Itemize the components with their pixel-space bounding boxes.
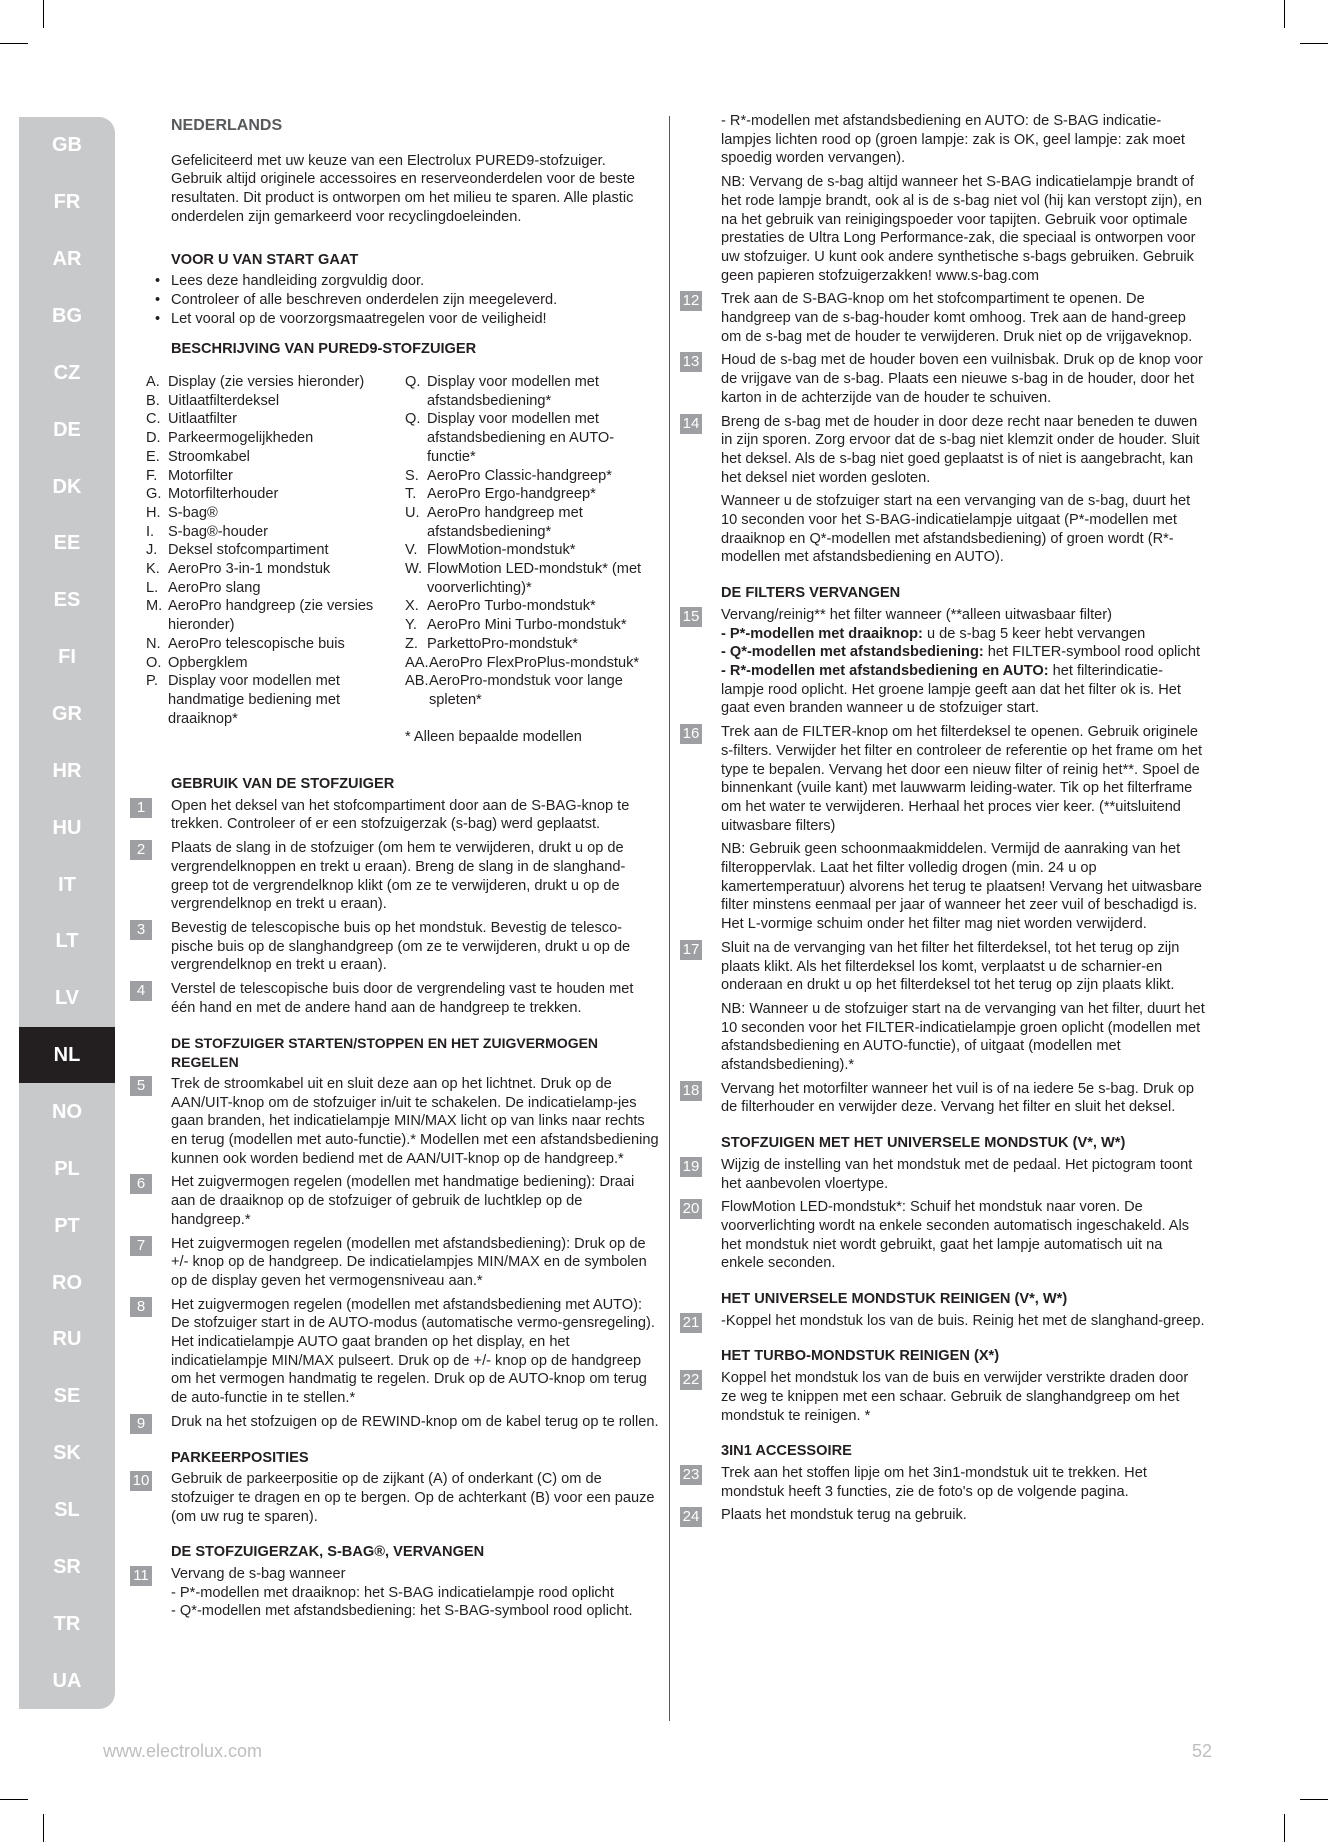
bullet-item: • Lees deze handleiding zorgvuldig door.	[143, 272, 660, 291]
part-label: Uitlaatfilterdeksel	[168, 392, 280, 409]
part-item	[146, 392, 391, 411]
step-4	[130, 980, 660, 1017]
part-item	[146, 523, 391, 542]
language-tab-dk[interactable]: DK	[52, 475, 82, 498]
step-text: Wijzig de instelling van het mondstuk met de pedaal. Het pictogram toont het aanbevolen vloertype.	[721, 1156, 1193, 1192]
part-label: Motorfilter	[168, 467, 233, 484]
bag-steps-right	[680, 290, 1205, 487]
part-letter: S.	[405, 467, 419, 484]
part-label: S-bag®-houder	[168, 523, 268, 540]
part-item	[146, 448, 391, 467]
crop-mark	[0, 43, 28, 44]
part-letter: Z.	[405, 635, 418, 652]
step-text: Het zuigvermogen regelen (modellen met afstandsbediening): Druk op de +/- knop op de handgreep. De indicatielampjes MIN/MAX en de symbolen op de display geven het vermogensniveau aan.*	[171, 1235, 647, 1289]
part-label: AeroPro-mondstuk voor lange spleten*	[429, 673, 623, 708]
step-23	[680, 1464, 1205, 1501]
step-21	[680, 1312, 1205, 1331]
part-letter: C.	[146, 411, 161, 428]
language-tab-no[interactable]: NO	[52, 1101, 82, 1123]
part-label: S-bag®	[168, 504, 218, 521]
part-label: Uitlaatfilter	[168, 411, 237, 428]
part-label: AeroPro Mini Turbo-mondstuk*	[427, 617, 627, 634]
part-item	[146, 541, 391, 560]
language-tab-hu[interactable]: HU	[52, 816, 82, 839]
language-tab-sl[interactable]: SL	[54, 1499, 80, 1521]
bullet-item: • Controleer of alle beschreven onderdelen zijn meegeleverd.	[143, 291, 660, 310]
part-item	[405, 597, 650, 616]
language-tab-it[interactable]: IT	[58, 873, 76, 896]
part-label: AeroPro handgreep (zie versies hieronder)	[168, 598, 374, 634]
step-text: Verstel de telescopische buis door de vergrendeling vast te houden met één hand en met de andere hand aan de handgreep te trekken.	[171, 981, 634, 1016]
part-item	[146, 373, 391, 392]
part-label: Stroomkabel	[168, 448, 250, 465]
section-heading-start: DE STOFZUIGER STARTEN/STOPPEN EN HET ZUIGVERMOGEN REGELEN	[171, 1035, 599, 1071]
part-item	[405, 541, 650, 560]
bag-steps	[130, 1565, 660, 1621]
step-number: 18	[680, 1081, 702, 1101]
part-item	[146, 410, 391, 429]
intro-text: Gefeliciteerd met uw keuze van een Electrolux PURED9-stofzuiger. Gebruik altijd originele accessoires en reserveonderdelen voor de beste resultaten. Dit product is ontworpen om het milieu te sparen. Alle plastic onderdelen zijn gemarkeerd voor recyclingdoeleinden.	[171, 152, 636, 225]
step-text: Trek aan de FILTER-knop om het filterdeksel te openen. Gebruik originele s-filters. Verwijder het filter en controleer de referentie op het frame om het type te bepalen. Vervang het door een nieuw filter of reinig het**. Spoel de binnenkant (vuile kant) met lauwwarm leiding-water. Tik op het filterframe om het water te verwijderen. Herhaal het proces vier keer. (**uitsluitend uitwasbare filters)	[721, 724, 1203, 834]
step-text: Gebruik de parkeerpositie op de zijkant (A) of onderkant (C) om de stofzuiger te dragen en op te bergen. Op de achterkant (B) voor een pauze (om uw rug te sparen).	[171, 1471, 655, 1525]
section-heading-use: GEBRUIK VAN DE STOFZUIGER	[171, 776, 395, 793]
part-letter: AB.	[405, 673, 429, 690]
part-label: AeroPro slang	[168, 579, 261, 596]
part-letter: U.	[405, 504, 420, 521]
step-text: Vervang het motorfilter wanneer het vuil is of na iedere 5e s-bag. Druk op de filterhouder en verwijder deze. Vervang het filter en sluit het deksel.	[721, 1080, 1194, 1116]
step-number: 6	[130, 1174, 152, 1194]
part-label: Display voor modellen met handmatige bediening met draaiknop*	[168, 673, 341, 727]
step-number: 10	[130, 1471, 152, 1491]
step-number: 23	[680, 1465, 702, 1485]
step-number: 8	[130, 1297, 152, 1317]
part-label: FlowMotion-mondstuk*	[427, 542, 576, 559]
park-steps	[130, 1470, 660, 1526]
step-14	[680, 413, 1205, 488]
step-18	[680, 1080, 1205, 1117]
step-15-q-text: het FILTER-symbool rood oplicht	[983, 644, 1201, 661]
language-tab-pl[interactable]: PL	[54, 1157, 80, 1180]
part-item	[146, 504, 391, 523]
step-number: 16	[680, 724, 702, 744]
parts-footnote: * Alleen bepaalde modellen	[405, 728, 582, 745]
part-item	[405, 373, 650, 410]
step-number: 22	[680, 1370, 702, 1390]
part-item	[405, 410, 650, 466]
part-item	[405, 560, 650, 597]
part-letter: X.	[405, 598, 419, 615]
bag-note-2: Wanneer u de stofzuiger start na een vervanging van de s-bag, duurt het 10 seconden voor het S-BAG-indicatielampje uitgaat (P*-modellen met draaiknop en Q*-modellen met afstandsbediening) of groen wordt (R*-modellen met afstandsbediening en AUTO).	[721, 493, 1191, 566]
part-label: Deksel stofcompartiment	[168, 542, 329, 559]
part-item	[146, 597, 391, 634]
language-tab-ro[interactable]: RO	[52, 1271, 82, 1294]
step-17	[680, 939, 1205, 995]
section-heading-clean: HET UNIVERSELE MONDSTUK REINIGEN (V*, W*)	[721, 1291, 1068, 1308]
step-number: 14	[680, 414, 702, 434]
language-tab-nl[interactable]: NL	[19, 1027, 115, 1083]
part-label: Parkeermogelijkheden	[168, 430, 314, 447]
part-label: Display voor modellen met afstandsbediening*	[427, 374, 599, 409]
part-letter: T.	[405, 486, 417, 503]
language-tab-tr[interactable]: TR	[53, 1612, 81, 1635]
part-item	[146, 467, 391, 486]
step-15-r-label: - R*-modellen met afstandsbediening en AUTO:	[721, 662, 1049, 679]
part-letter: O.	[146, 654, 162, 671]
part-item	[405, 504, 650, 541]
parts-column-b	[405, 373, 650, 746]
section-heading-filters: DE FILTERS VERVANGEN	[721, 585, 901, 602]
step-text: -Koppel het mondstuk los van de buis. Reinig het met de slanghand-greep.	[721, 1312, 1205, 1329]
step-text: Sluit na de vervanging van het filter het filterdeksel, tot het terug op zijn plaats klikt. Als het filterdeksel los komt, verplaatst u de scharnier-en onderaan en drukt u op het filterdeksel tot het terug op zijn plaats klikt.	[721, 939, 1180, 994]
parts-list	[130, 373, 660, 763]
step-number: 20	[680, 1199, 702, 1219]
crop-mark	[43, 0, 44, 28]
language-tab-lv[interactable]: LV	[54, 987, 80, 1010]
part-label: AeroPro telescopische buis	[168, 635, 345, 652]
step-text: Breng de s-bag met de houder in door deze recht naar beneden te duwen in zijn sporen. Zorg ervoor dat de s-bag niet klemzit onder de houder. Sluit het deksel. Als de s-bag niet goed geplaatst is of niet is aangebracht, kan het deksel niet worden gesloten.	[721, 413, 1200, 486]
part-letter: D.	[146, 430, 161, 447]
part-item	[146, 429, 391, 448]
parts-column-a	[146, 373, 391, 728]
language-tab-de[interactable]: DE	[53, 418, 81, 441]
step-text: Bevestig de telescopische buis op het mondstuk. Bevestig de telesco-pische buis op de slanghandgreep (om ze te verwijderen, drukt u op de vergrendelknop en trekt u eraan).	[171, 919, 631, 974]
step-19	[680, 1156, 1205, 1193]
accessory-steps	[680, 1464, 1205, 1525]
crop-mark	[1284, 0, 1285, 28]
language-tab-es[interactable]: ES	[53, 589, 81, 612]
page-title: NEDERLANDS	[171, 117, 283, 134]
step-24	[680, 1506, 1205, 1525]
part-item	[405, 672, 650, 709]
part-item	[405, 616, 650, 635]
part-letter: A.	[146, 374, 160, 391]
language-tab-fr[interactable]: FR	[53, 191, 81, 214]
step-3	[130, 919, 660, 975]
step-number: 17	[680, 940, 702, 960]
part-letter: K.	[146, 561, 160, 578]
step-number: 9	[130, 1414, 152, 1434]
part-letter: J.	[146, 542, 158, 559]
step-13	[680, 351, 1205, 407]
language-tab-se[interactable]: SE	[53, 1385, 81, 1408]
step-20	[680, 1198, 1205, 1273]
step-8	[130, 1296, 660, 1408]
part-label: FlowMotion LED-mondstuk* (met voorverlichting)*	[427, 561, 642, 596]
step-text: Trek aan het stoffen lipje om het 3in1-mondstuk uit te trekken. Het mondstuk heeft 3 functies, zie de foto's op de volgende pagina.	[721, 1465, 1147, 1500]
filter-note-2: NB: Wanneer u de stofzuiger start na de vervanging van het filter, duurt het 10 seconden voor het FILTER-indicatielampje groen oplicht (modellen met afstandsbediening en AUTO-functie), of uitgaat (modellen met afstandsbediening).*	[721, 1000, 1205, 1074]
step-22	[680, 1369, 1205, 1425]
step-text: Plaats het mondstuk terug na gebruik.	[721, 1507, 967, 1524]
part-item	[146, 654, 391, 673]
language-tab-gb[interactable]: GB	[52, 134, 82, 157]
crop-mark	[1300, 1799, 1328, 1800]
part-letter: M.	[146, 598, 163, 615]
part-letter: F.	[146, 467, 158, 484]
language-tab-lt[interactable]: LT	[55, 930, 79, 953]
part-letter: I.	[146, 523, 155, 540]
language-tab-sk[interactable]: SK	[53, 1442, 81, 1465]
universal-steps	[680, 1156, 1205, 1273]
language-sidebar	[19, 117, 115, 1709]
step-6	[130, 1173, 660, 1229]
step-number: 3	[130, 920, 152, 940]
step-number: 5	[130, 1076, 152, 1096]
part-label: ParkettoPro-mondstuk*	[427, 635, 578, 652]
language-tab-gr[interactable]: GR	[52, 703, 82, 725]
section-heading-park: PARKEERPOSITIES	[171, 1449, 309, 1466]
step-9	[130, 1413, 660, 1432]
footer-url[interactable]: www.electrolux.com	[103, 1741, 263, 1761]
part-label: AeroPro 3-in-1 mondstuk	[168, 561, 331, 578]
step-number: 7	[130, 1236, 152, 1256]
step-text: Het zuigvermogen regelen (modellen met handmatige bediening): Draai aan de draaiknop op de stofzuiger of gebruik de luchtklep op de handgreep.*	[171, 1174, 635, 1228]
language-tab-ar[interactable]: AR	[52, 248, 82, 271]
part-item	[405, 654, 650, 673]
start-steps	[130, 1075, 660, 1432]
step-5	[130, 1075, 660, 1169]
part-letter: Q.	[405, 374, 421, 391]
step-15	[680, 606, 1205, 718]
language-tab-ee[interactable]: EE	[53, 532, 81, 555]
step-number: 15	[680, 607, 702, 627]
bag-note: NB: Vervang de s-bag altijd wanneer het S-BAG indicatielampje brandt of het rode lampje brandt, ook al is de s-bag niet vol (hij kan verstopt zijn), en na het gebruik van reinigingspoeder voor tapijten. Gebruik voor optimale prestaties de Ultra Long Performance-zak, die speciaal is ontworpen voor uw stofzuiger. U kunt ook andere synthetische s-bags gebruiken. Gebruik geen papieren stofzuigerzakken! www.s-bag.com	[721, 174, 1203, 284]
step-text: Druk na het stofzuigen op de REWIND-knop om de kabel terug op te rollen.	[171, 1413, 659, 1430]
page-number: 52	[1192, 1741, 1213, 1761]
part-letter: V.	[405, 542, 418, 559]
step-15-p-text: u de s-bag 5 keer hebt vervangen	[922, 625, 1146, 642]
step-text: Open het deksel van het stofcompartiment door aan de S-BAG-knop te trekken. Controleer of er een stofzuigerzak (s-bag) werd geplaatst.	[171, 797, 630, 833]
part-letter: P.	[146, 673, 158, 690]
part-label: AeroPro handgreep met afstandsbediening*	[427, 504, 583, 540]
before-list	[130, 272, 660, 328]
crop-mark	[1300, 43, 1328, 44]
step-11	[130, 1565, 660, 1621]
step-text: Trek aan de S-BAG-knop om het stofcompartiment te openen. De handgreep van de s-bag-houder komt omhoog. Trek aan de hand-greep om de s-bag met de houder te verwijderen. Druk niet op de vrijgaveknop.	[721, 291, 1193, 345]
section-heading-description: BESCHRIJVING VAN PURED9-STOFZUIGER	[171, 341, 477, 358]
language-tab-fi[interactable]: FI	[58, 646, 76, 669]
bag-continued: - R*-modellen met afstandsbediening en AUTO: de S-BAG indicatie-lampjes lichten rood op (groen lampje: zak is OK, geel lampje: zak moet spoedig worden vervangen).	[721, 113, 1185, 167]
part-letter: Q.	[405, 411, 421, 428]
section-heading-bag: DE STOFZUIGERZAK, S-BAG®, VERVANGEN	[171, 1544, 485, 1561]
turbo-steps	[680, 1369, 1205, 1425]
right-column	[680, 112, 1205, 1530]
step-number: 12	[680, 291, 702, 311]
step-10	[130, 1470, 660, 1526]
step-text: Houd de s-bag met de houder boven een vuilnisbak. Druk op de knop voor de vrijgave van de s-bag. Plaats een nieuwe s-bag in de houder, door het karton in de achterzijde van de houder te schuiven.	[721, 352, 1203, 406]
language-tab-ua[interactable]: UA	[52, 1669, 82, 1692]
part-letter: AA.	[405, 654, 429, 671]
crop-mark	[1284, 1814, 1285, 1842]
section-heading-before: VOOR U VAN START GAAT	[171, 251, 359, 268]
filter-note: NB: Gebruik geen schoonmaakmiddelen. Vermijd de aanraking van het filteroppervlak. Laat het filter volledig drogen (min. 24 u op kamertemperatuur) alvorens het terug te plaatsen! Vervang het uitwasbare filter minstens eenmaal per jaar of wanneer het zeer vuil of beschadigd is. Het L-vormige schuim onder het filter mag niet worden verwijderd.	[721, 841, 1203, 933]
part-label: AeroPro FlexProPlus-mondstuk*	[429, 654, 640, 671]
language-tab-ru[interactable]: RU	[52, 1328, 82, 1351]
step-2	[130, 839, 660, 914]
step-12	[680, 290, 1205, 346]
bullet-item: • Let vooral op de voorzorgsmaatregelen voor de veiligheid!	[143, 310, 660, 329]
language-tab-sr[interactable]: SR	[53, 1555, 81, 1578]
step-text: Vervang de s-bag wanneer - P*-modellen met draaiknop: het S-BAG indicatielampje rood oplicht - Q*-modellen met afstandsbediening: het S-BAG-symbool rood oplicht.	[171, 1566, 633, 1620]
language-tab-pt[interactable]: PT	[54, 1214, 80, 1237]
part-letter: E.	[146, 448, 160, 465]
use-steps	[130, 797, 660, 1018]
step-15-line1: Vervang/reinig** het filter wanneer (**alleen uitwasbaar filter)	[721, 606, 1112, 623]
step-7	[130, 1235, 660, 1291]
part-letter: L.	[146, 579, 159, 596]
section-heading-universal: STOFZUIGEN MET HET UNIVERSELE MONDSTUK (V*, W*)	[721, 1135, 1126, 1152]
part-letter: Y.	[405, 617, 417, 634]
step-number: 13	[680, 352, 702, 372]
step-15-p-label: - P*-modellen met draaiknop:	[721, 625, 923, 642]
part-label: Display voor modellen met afstandsbediening en AUTO-functie*	[427, 411, 615, 465]
part-item	[146, 635, 391, 654]
section-heading-turbo: HET TURBO-MONDSTUK REINIGEN (X*)	[721, 1348, 1000, 1365]
part-label: Motorfilterhouder	[168, 486, 279, 503]
part-letter: H.	[146, 504, 161, 521]
step-number: 1	[130, 798, 152, 818]
step-text: Plaats de slang in de stofzuiger (om hem te verwijderen, drukt u op de vergrendelknoppen en trekt u eraan). Breng de slang in de slanghand-greep tot de vergrendelknop klikt (om ze te verwijderen, drukt u op de vergrendelknop en trekt u eraan).	[171, 840, 626, 913]
step-text: Trek de stroomkabel uit en sluit deze aan op het lichtnet. Druk op de AAN/UIT-knop om de stofzuiger in/uit te schakelen. De indicatielamp-jes gaan branden, het indicatielampje MIN/MAX licht op van links naar rechts en terug (modellen met auto-functie).* Modellen met een afstandsbediening kunnen ook worden bediend met de AAN/UIT-knop op de handgreep.*	[171, 1075, 659, 1167]
crop-mark	[43, 1814, 44, 1842]
step-number: 24	[680, 1507, 702, 1527]
step-1	[130, 797, 660, 834]
step-15-r-text: het filterindicatie-lampje rood oplicht. Het groene lampje geeft aan dat het filter ok is. Het gaat even branden wanneer u de stofzuiger start.	[721, 662, 1181, 717]
part-letter: W.	[405, 561, 423, 578]
language-tab-bg[interactable]: BG	[52, 305, 82, 327]
column-divider	[669, 116, 670, 1721]
part-letter: B.	[146, 392, 160, 409]
step-16	[680, 723, 1205, 835]
part-label: Display (zie versies hieronder)	[168, 374, 365, 391]
left-column	[130, 112, 660, 1626]
part-item	[146, 485, 391, 504]
part-label: AeroPro Ergo-handgreep*	[427, 486, 596, 503]
step-number: 19	[680, 1157, 702, 1177]
part-label: AeroPro Classic-handgreep*	[427, 467, 612, 484]
part-letter: G.	[146, 486, 162, 503]
step-number: 21	[680, 1313, 702, 1333]
crop-mark	[0, 1799, 28, 1800]
step-number: 4	[130, 981, 152, 1001]
part-label: AeroPro Turbo-mondstuk*	[427, 598, 596, 615]
step-number: 2	[130, 840, 152, 860]
step-15-q-label: - Q*-modellen met afstandsbediening:	[721, 644, 984, 661]
part-item	[146, 560, 391, 579]
language-tab-cz[interactable]: CZ	[53, 361, 81, 384]
part-item	[146, 579, 391, 598]
part-item	[405, 635, 650, 654]
step-number: 11	[130, 1566, 152, 1586]
part-item	[405, 467, 650, 486]
part-item	[405, 485, 650, 504]
part-item	[146, 672, 391, 728]
clean-steps	[680, 1312, 1205, 1331]
part-letter: N.	[146, 635, 161, 652]
part-label: Opbergklem	[168, 654, 248, 671]
language-tab-hr[interactable]: HR	[52, 759, 82, 782]
section-heading-accessory: 3IN1 ACCESSOIRE	[721, 1443, 852, 1460]
step-text: Koppel het mondstuk los van de buis en verwijder verstrikte draden door ze weg te knippen met een schaar. Gebruik de slanghandgreep om het mondstuk te reinigen. *	[721, 1370, 1189, 1424]
step-text: FlowMotion LED-mondstuk*: Schuif het mondstuk naar voren. De voorverlichting wordt na enkele seconden automatisch ingeschakeld. Als het mondstuk niet wordt gebruikt, gaat het lampje automatisch uit na enkele seconden.	[721, 1199, 1190, 1272]
step-text: Het zuigvermogen regelen (modellen met afstandsbediening met AUTO): De stofzuiger start in de AUTO-modus (automatische vermo-gensregeling). Het indicatielampje AUTO gaat branden op het display, en het indicatielampje MIN/MAX pulseert. Druk op de +/- knop op de handgreep om het vermogen handmatig te regelen. Druk op de AUTO-knop om terug de auto-functie in te stellen.*	[171, 1296, 655, 1407]
